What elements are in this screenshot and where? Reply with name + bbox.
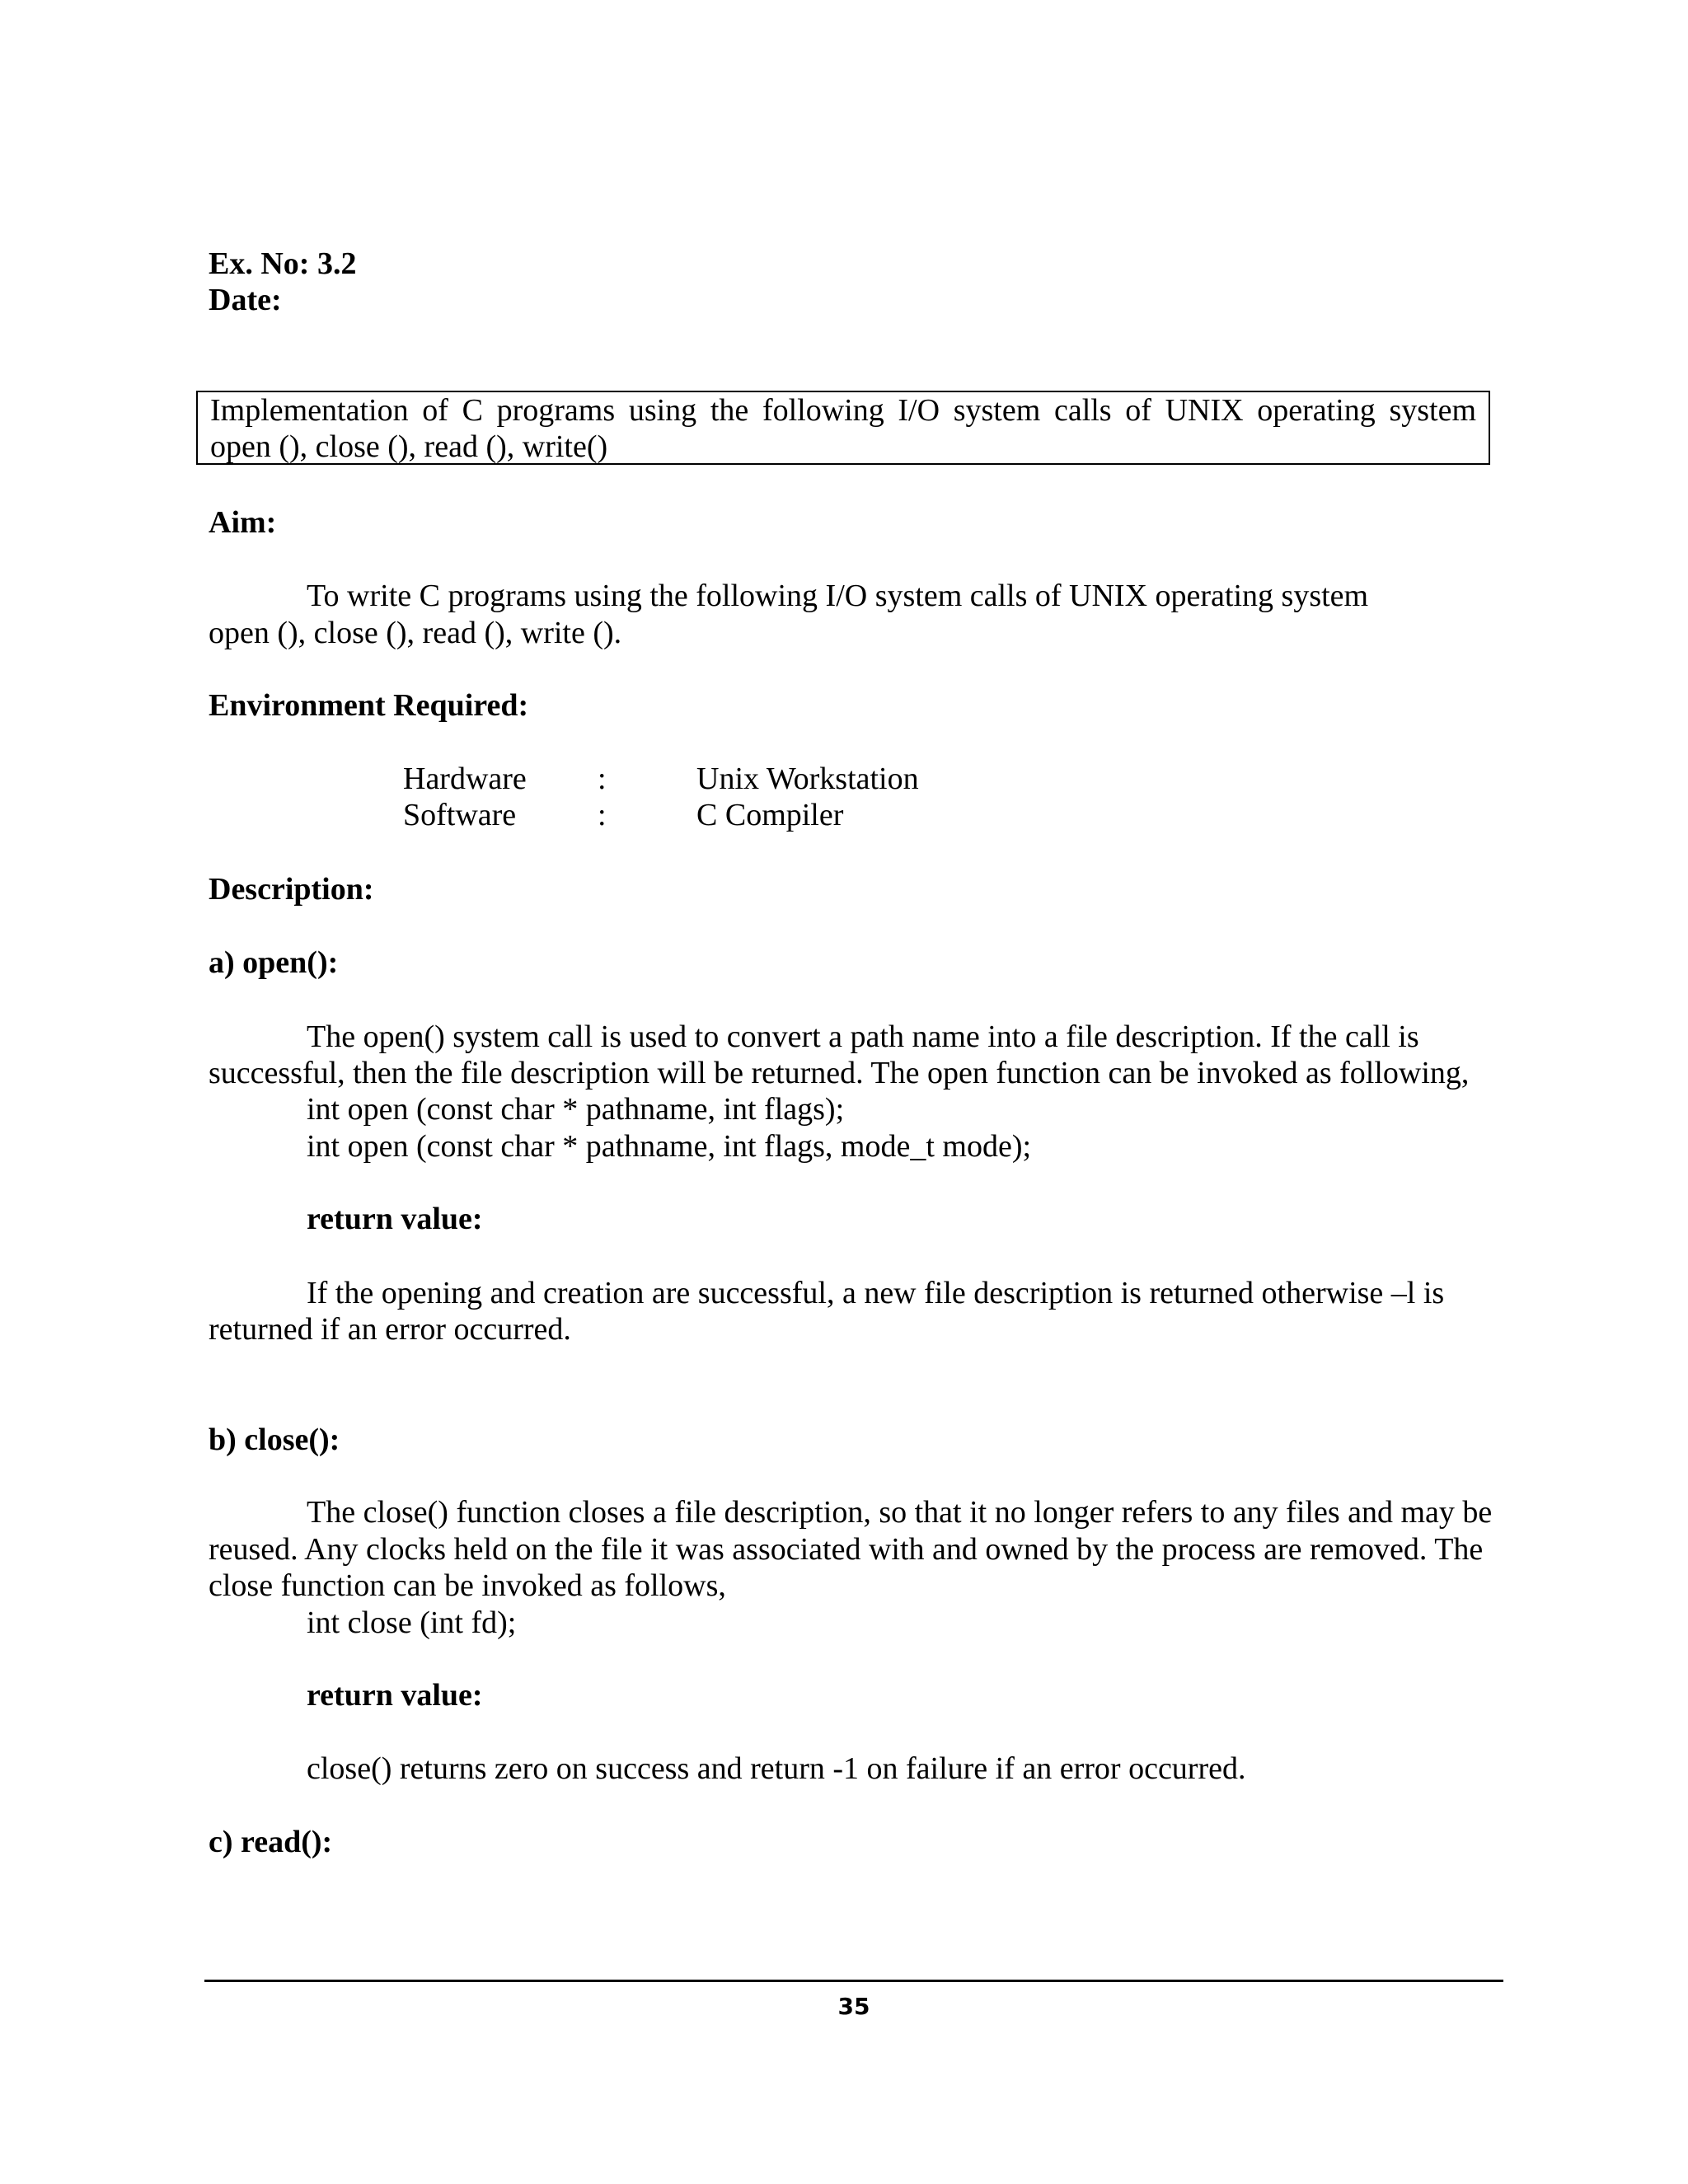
open-paragraph-line-1: The open() system call is used to convert a path name into a file description. If the call is (307, 1019, 1419, 1054)
close-signature: int close (int fd); (307, 1605, 517, 1640)
open-return-heading: return value: (307, 1202, 483, 1236)
close-heading: b) close(): (209, 1422, 340, 1457)
page-number: 35 (837, 1993, 870, 2020)
close-return-text: close() returns zero on success and return -1 on failure if an error occurred. (307, 1751, 1246, 1786)
title-line-2: open (), close (), read (), write() (210, 429, 608, 464)
open-signature-2: int open (const char * pathname, int flags, mode_t mode); (307, 1129, 1032, 1164)
read-heading: c) read(): (209, 1825, 333, 1859)
open-paragraph-line-2: successful, then the file description will be returned. The open function can be invoked as following, (209, 1056, 1470, 1090)
exercise-number: Ex. No: 3.2 (209, 246, 357, 281)
software-label: Software (403, 798, 517, 832)
close-paragraph-line-3: close function can be invoked as follows, (209, 1568, 726, 1603)
close-paragraph-line-1: The close() function closes a file description, so that it no longer refers to any files and may be (307, 1495, 1493, 1530)
open-return-line-2: returned if an error occurred. (209, 1312, 571, 1347)
hardware-value: Unix Workstation (696, 762, 919, 796)
aim-text-line-1: To write C programs using the following I/O system calls of UNIX operating system (307, 579, 1369, 613)
open-signature-1: int open (const char * pathname, int flags); (307, 1092, 845, 1127)
date-label: Date: (209, 283, 282, 317)
open-return-line-1: If the opening and creation are successful, a new file description is returned otherwise –l is (307, 1276, 1445, 1310)
software-separator: : (598, 798, 607, 832)
environment-heading: Environment Required: (209, 688, 529, 723)
title-box (196, 391, 1490, 465)
title-line-1: Implementation of C programs using the following I/O system calls of UNIX operating system (210, 393, 1476, 428)
hardware-separator: : (598, 762, 607, 796)
close-paragraph-line-2: reused. Any clocks held on the file it was associated with and owned by the process are removed. The (209, 1532, 1484, 1567)
hardware-label: Hardware (403, 762, 527, 796)
open-heading: a) open(): (209, 945, 339, 980)
software-value: C Compiler (696, 798, 844, 832)
close-return-heading: return value: (307, 1678, 483, 1713)
footer-rule (204, 1980, 1503, 1982)
aim-heading: Aim: (209, 505, 277, 540)
aim-text-line-2: open (), close (), read (), write (). (209, 616, 622, 650)
description-heading: Description: (209, 872, 374, 907)
